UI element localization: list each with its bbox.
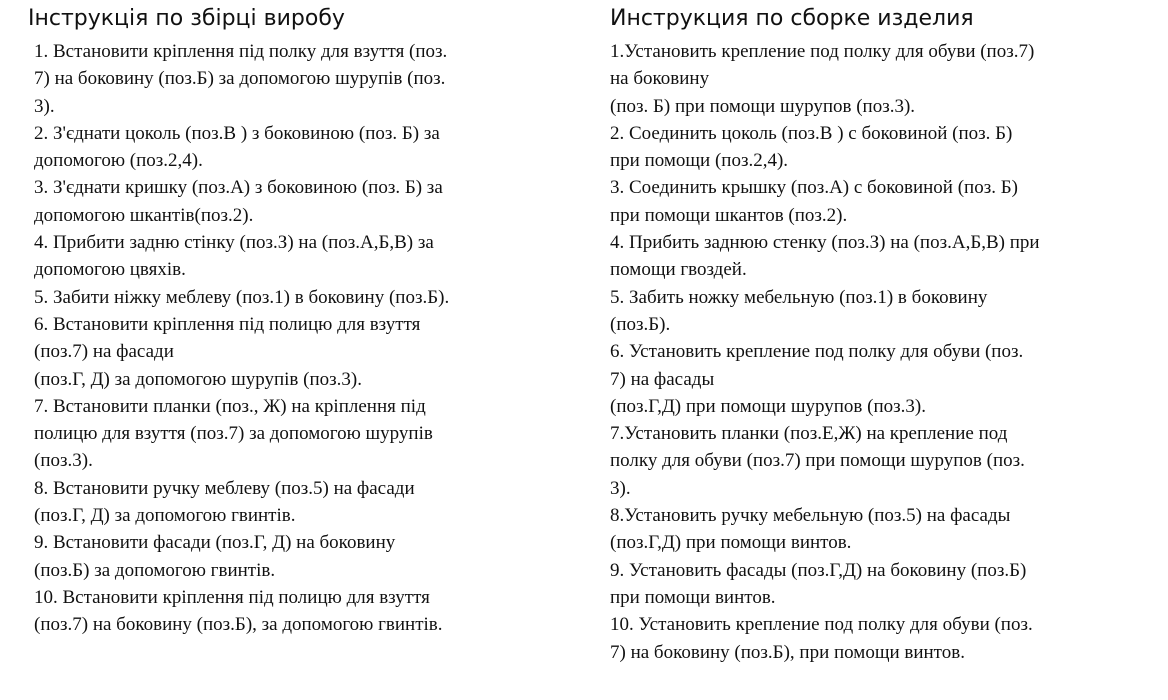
russian-instruction-line: на боковину bbox=[610, 68, 710, 90]
russian-instruction-line: 10. Установить крепление под полку для обуви (поз. bbox=[610, 614, 1033, 636]
russian-instruction-line: 2. Соединить цоколь (поз.В ) с боковиной (поз. Б) bbox=[610, 122, 1013, 144]
ukrainian-instruction-line: 7. Встановити планки (поз., Ж) на кріплення під bbox=[34, 395, 426, 417]
russian-instruction-line: 3). bbox=[610, 477, 631, 499]
russian-instruction-line: 9. Установить фасады (поз.Г,Д) на боковину (поз.Б) bbox=[610, 559, 1027, 581]
russian-instruction-line: 8.Установить ручку мебельную (поз.5) на фасады bbox=[610, 505, 1011, 527]
russian-instruction-line: при помощи шкантов (поз.2). bbox=[610, 204, 848, 226]
ukrainian-instruction-line: 4. Прибити задню стінку (поз.З) на (поз.А,Б,В) за bbox=[34, 232, 434, 254]
russian-instruction-line: 5. Забить ножку мебельную (поз.1) в боковину bbox=[610, 286, 988, 308]
ukrainian-instruction-line: 3). bbox=[34, 95, 55, 117]
russian-instruction-line: помощи гвоздей. bbox=[610, 259, 747, 281]
russian-instruction-line: 3. Соединить крышку (поз.А) с боковиной (поз. Б) bbox=[610, 177, 1018, 199]
ukrainian-instruction-line: (поз.7) на боковину (поз.Б), за допомогою гвинтів. bbox=[34, 614, 443, 636]
ukrainian-instruction-line: допомогою цвяхів. bbox=[34, 259, 186, 281]
ukrainian-instruction-line: 2. З'єднати цоколь (поз.В ) з боковиною (поз. Б) за bbox=[34, 122, 440, 144]
russian-instructions-column bbox=[610, 0, 1158, 666]
russian-instruction-line: 7) на боковину (поз.Б), при помощи винтов. bbox=[610, 641, 965, 663]
ukrainian-instruction-line: 9. Встановити фасади (поз.Г, Д) на боковину bbox=[34, 532, 396, 554]
ukrainian-instructions-text bbox=[34, 38, 580, 639]
russian-instruction-line: 1.Установить крепление под полку для обуви (поз.7) bbox=[610, 41, 1035, 62]
russian-title: Инструкция по сборке изделия bbox=[610, 6, 974, 31]
ukrainian-instruction-line: 6. Встановити кріплення під полицю для взуття bbox=[34, 313, 421, 335]
ukrainian-instruction-line: (поз.Г, Д) за допомогою гвинтів. bbox=[34, 505, 296, 527]
ukrainian-instruction-line: 7) на боковину (поз.Б) за допомогою шурупів (поз. bbox=[34, 68, 446, 90]
ukrainian-instruction-line: 5. Забити ніжку меблеву (поз.1) в боковину (поз.Б). bbox=[34, 286, 450, 308]
ukrainian-instruction-line: полицю для взуття (поз.7) за допомогою шурупів bbox=[34, 423, 433, 445]
ukrainian-instruction-line: допомогою шкантів(поз.2). bbox=[34, 204, 254, 226]
russian-instruction-line: (поз. Б) при помощи шурупов (поз.3). bbox=[610, 95, 916, 117]
russian-instruction-line: (поз.Б). bbox=[610, 313, 671, 335]
russian-instruction-line: при помощи (поз.2,4). bbox=[610, 150, 789, 172]
russian-instruction-line: 6. Установить крепление под полку для обуви (поз. bbox=[610, 341, 1024, 363]
russian-instruction-line: 4. Прибить заднюю стенку (поз.З) на (поз.А,Б,В) при bbox=[610, 232, 1040, 254]
ukrainian-instruction-line: (поз.Б) за допомогою гвинтів. bbox=[34, 559, 276, 581]
ukrainian-instruction-line: допомогою (поз.2,4). bbox=[34, 150, 203, 172]
russian-instruction-line: при помощи винтов. bbox=[610, 586, 776, 608]
russian-instruction-line: 7.Установить планки (поз.Е,Ж) на крепление под bbox=[610, 423, 1008, 445]
ukrainian-instruction-line: 1. Встановити кріплення під полку для взуття (поз. bbox=[34, 41, 448, 62]
ukrainian-instruction-line: 8. Встановити ручку меблеву (поз.5) на фасади bbox=[34, 477, 415, 499]
russian-instruction-line: полку для обуви (поз.7) при помощи шурупов (поз. bbox=[610, 450, 1025, 472]
ukrainian-instruction-line: (поз.Г, Д) за допомогою шурупів (поз.3). bbox=[34, 368, 362, 390]
ukrainian-instruction-line: 10. Встановити кріплення під полицю для взуття bbox=[34, 586, 430, 608]
ukrainian-instruction-line: (поз.3). bbox=[34, 450, 93, 472]
russian-instruction-line: (поз.Г,Д) при помощи винтов. bbox=[610, 532, 852, 554]
russian-instructions-text bbox=[610, 38, 1158, 666]
russian-instruction-line: 7) на фасады bbox=[610, 368, 715, 390]
ukrainian-title: Інструкція по збірці виробу bbox=[28, 6, 345, 31]
ukrainian-instruction-line: 3. З'єднати кришку (поз.А) з боковиною (поз. Б) за bbox=[34, 177, 443, 199]
ukrainian-instructions-column bbox=[24, 0, 580, 639]
ukrainian-instruction-line: (поз.7) на фасади bbox=[34, 341, 174, 363]
russian-instruction-line: (поз.Г,Д) при помощи шурупов (поз.3). bbox=[610, 395, 926, 417]
